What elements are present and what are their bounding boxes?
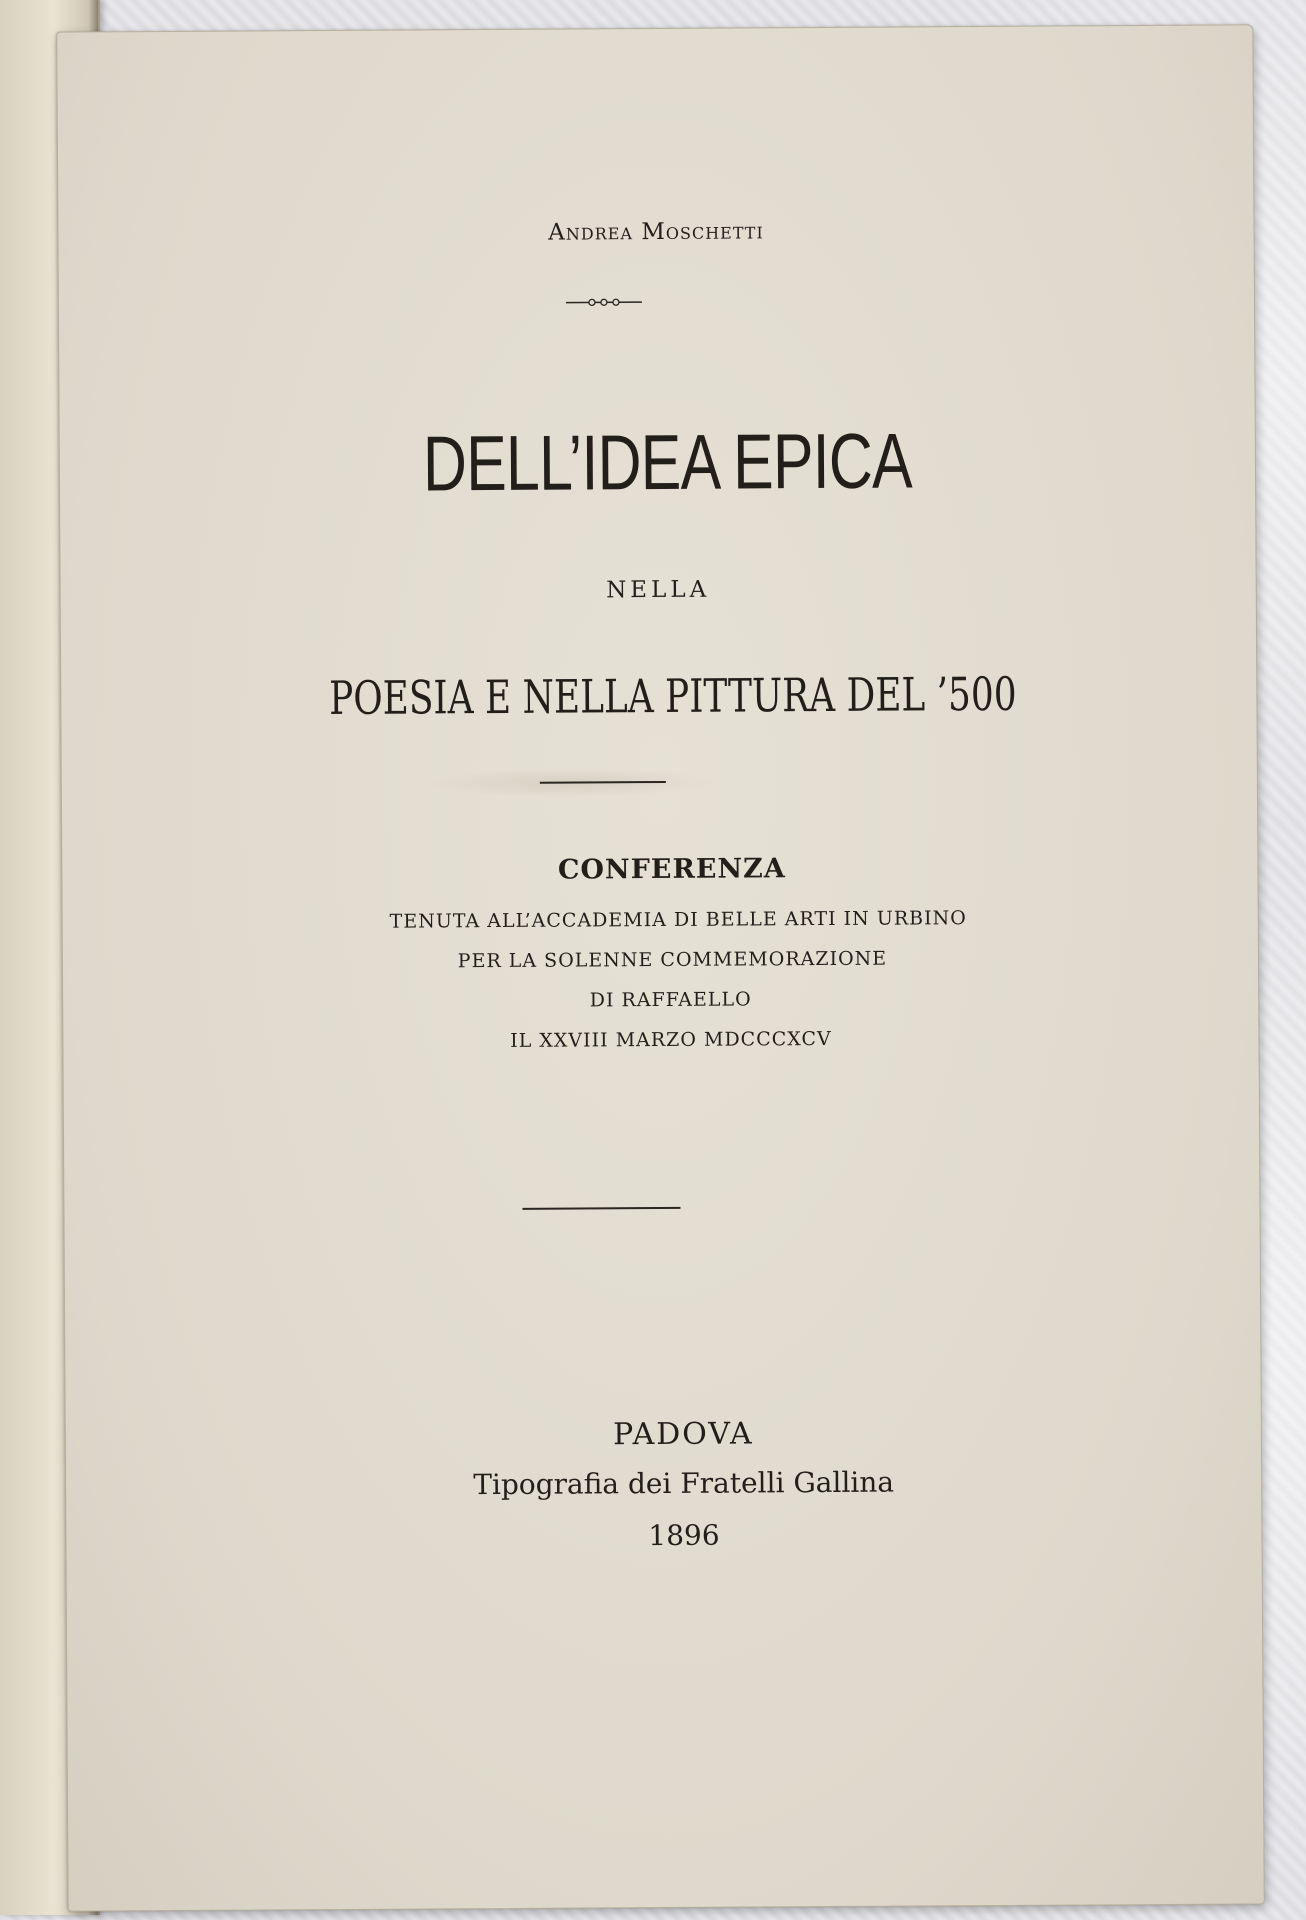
conference-line: PER LA SOLENNE COMMEMORAZIONE — [457, 947, 888, 973]
conference-line: TENUTA ALL’ACCADEMIA DI BELLE ARTI IN URBINO — [389, 907, 967, 933]
ornament-divider — [564, 297, 644, 307]
book-title: DELL’IDEA EPICA — [422, 416, 913, 508]
conference-line: DI RAFFAELLO — [589, 988, 752, 1012]
imprint-city: PADOVA — [612, 1416, 754, 1453]
conference-heading: CONFERENZA — [557, 853, 786, 886]
imprint-year: 1896 — [648, 1518, 720, 1553]
divider-rule — [522, 1207, 680, 1210]
title-page — [56, 24, 1264, 1911]
conference-line: IL XXVIII MARZO MDCCCXCV — [510, 1027, 832, 1052]
book-subtitle: POESIA E NELLA PITTURA DEL ’500 — [328, 666, 1017, 726]
title-connector: NELLA — [606, 576, 711, 604]
imprint-printer: Tipografia dei Fratelli Gallina — [473, 1465, 895, 1502]
author-name: Andrea Moschetti — [548, 218, 764, 246]
